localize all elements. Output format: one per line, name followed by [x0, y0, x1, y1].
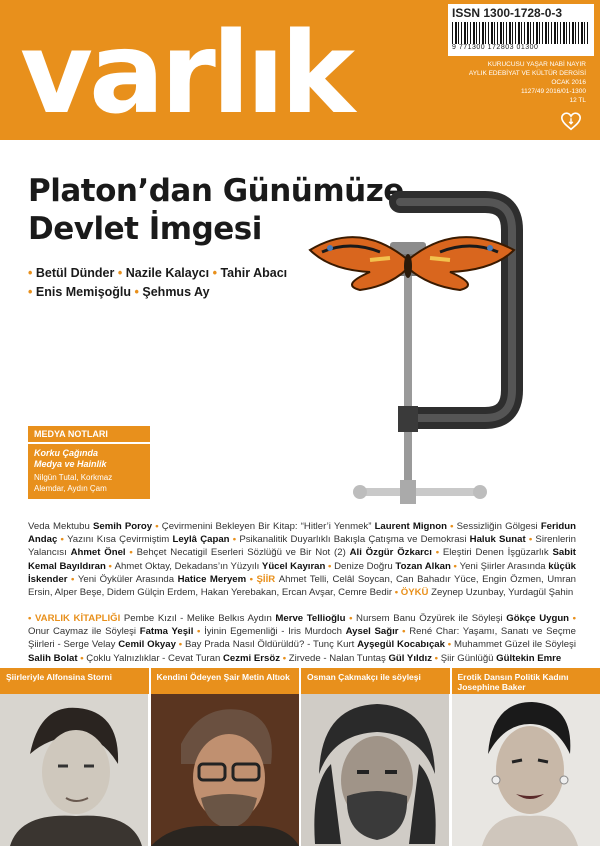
contents-title: Zeynep Uzunbay, Yurdagül Şahin — [431, 587, 574, 599]
portrait-image — [452, 694, 600, 846]
contents-separator: • — [398, 626, 410, 638]
contents-title: Ahmet Telli, Celâl Soycan, Can Bahadır — [278, 573, 455, 585]
masthead-band — [0, 0, 600, 140]
contents-title: İşgüzarlık — [507, 547, 553, 559]
contents-title: Ahmet Oktay, Dekadans’ın Yüzyılı — [114, 560, 262, 572]
heart-logo-icon — [560, 110, 582, 132]
headline-line1: Platon’dan Günümüze — [28, 173, 404, 209]
contents-title: Şiir Günlüğü — [440, 652, 497, 664]
contents-separator: • — [125, 547, 137, 559]
contents-author: Tozan Alkan — [395, 560, 451, 572]
portrait-image — [301, 694, 449, 846]
medya-title-line1: Korku Çağında — [34, 448, 99, 458]
photo-osman-cakmakci — [301, 668, 450, 846]
photo-strip — [0, 668, 600, 846]
issue-date: OCAK 2016 — [551, 79, 586, 86]
contents-author: Semih Poroy — [92, 521, 153, 532]
contents-title: İyinin Egemenliği - Iris Murdoch — [204, 626, 346, 638]
contents-title: Şiirler Arasında — [480, 560, 549, 572]
contents-author: Salih Bolat — [28, 652, 78, 664]
contents-separator: • — [447, 521, 457, 532]
contents-author: Feridun Andaç — [28, 521, 576, 546]
contents-title: Denize Doğru — [334, 560, 396, 572]
contents-author: Gül Yıldız — [388, 652, 432, 664]
author-name: Enis Memişoğlu — [35, 285, 132, 299]
contents-separator: • — [193, 626, 205, 638]
contents-separator: • — [175, 639, 185, 651]
contents-title: René Char: Yaşamı, Sanatı ve Seçme — [409, 626, 576, 638]
contents-author: Merve Tellioğlu — [275, 613, 346, 624]
contents-separator: • VARLIK KİTAPLIĞI — [28, 613, 124, 624]
photo-caption: Şiirleriyle Alfonsina Storni — [0, 668, 149, 694]
photo-metin-altiok — [151, 668, 300, 846]
portrait-image — [0, 694, 148, 846]
contents-title: Çevirmenini Bekleyen Bir Kitap: “Hitler’i Yenmek” — [161, 521, 375, 532]
author-name: Betül Dünder — [35, 266, 115, 280]
contents-separator: • — [280, 652, 289, 664]
contents-title: Psikanalitik Duyarlıklı Bakışla Çatışma ve Demokrasi — [239, 534, 470, 546]
contents-separator: • — [77, 652, 87, 664]
contents-title: Zirvede - Nalan Tuntaş — [288, 652, 389, 664]
issue-number: 1127/49 2016/01-1300 — [521, 88, 586, 95]
contents-separator: • — [432, 652, 441, 664]
contents-author: Fatma Yeşil — [139, 626, 194, 638]
contents-title: Yazını Kısa Çevirmiştim — [67, 534, 173, 546]
contents-author: Laurent Mignon — [374, 521, 447, 532]
photo-caption: Erotik Dansın Politik Kadını Josephine Baker — [452, 668, 600, 694]
contents-title: Veda Mektubu — [28, 521, 93, 532]
contents-author: Hatice Meryem — [177, 573, 247, 585]
contents-author: Yücel Kayıran — [261, 560, 326, 572]
contents-separator: • ÖYKÜ — [394, 587, 432, 599]
issn-number: ISSN 1300-1728-0-3 — [452, 6, 563, 20]
author-name: Tahir Abacı — [220, 266, 288, 280]
contents-separator: • — [525, 534, 536, 546]
founder-line: KURUCUSU YAŞAR NABİ NAYIR — [487, 61, 586, 68]
contents-title: Sessizliğin Gölgesi — [456, 521, 541, 532]
contents-separator: • ŞİİR — [246, 573, 279, 585]
medya-authors-line1: Nilgün Tutal, Korkmaz — [34, 473, 113, 482]
medya-title-line2: Medya ve Hainlik — [34, 459, 107, 469]
contents-author: küçük İskender — [28, 560, 577, 585]
contents-author: Gökçe Uygun — [506, 613, 570, 624]
cover-authors — [28, 264, 287, 302]
barcode-icon — [452, 22, 590, 44]
contents-title: Eleştiri Denen — [442, 547, 508, 559]
contents-separator: • — [450, 560, 460, 572]
photo-caption: Osman Çakmakçı ile söyleşi — [301, 668, 450, 694]
contents-separator: • — [67, 573, 78, 585]
contents-separator: • — [569, 613, 577, 624]
contents-title: Bay Prada Nasıl Öldürüldü? - Tunç Kurt — [184, 639, 358, 651]
authors-row2: • Enis Memişoğlu • Şehmus Ay — [28, 285, 210, 299]
contents-separator: • — [57, 534, 68, 546]
contents-separator: • — [431, 547, 443, 559]
photo-alfonsina-storni — [0, 668, 149, 846]
author-name: Şehmus Ay — [142, 285, 210, 299]
medya-notlari-box — [28, 426, 150, 499]
issn-barcode-box — [448, 4, 594, 56]
contents-separator: • — [345, 613, 357, 624]
photo-josephine-baker — [452, 668, 600, 846]
contents-author: Sabit Kemal Bayıldıran — [28, 547, 576, 572]
contents-title: Muhammet Güzel ile Söyleşi — [453, 639, 576, 651]
contents-title: Pembe Kızıl - Melike Belkıs Aydın — [123, 613, 276, 624]
magazine-subtitle: AYLIK EDEBİYAT VE KÜLTÜR DERGİSİ — [468, 70, 586, 77]
contents-list-main — [28, 520, 576, 599]
contents-title: Yeni Öyküler Arasında — [77, 573, 178, 585]
authors-row1: • Betül Dünder • Nazile Kalaycı • Tahir Abacı — [28, 266, 288, 280]
contents-author: Cemil Okyay — [118, 639, 176, 651]
clamp-butterfly-illustration — [300, 190, 530, 520]
contents-author: Aysel Sağır — [345, 626, 399, 638]
contents-separator: • — [152, 521, 162, 532]
contents-title: Yüce, Engin Özmen, Umran Ersin, Alper Beşe, Didem Gülçin Erdem, Hakan Yerebakan, Ercan Avşar, Cemre Bedir — [28, 573, 576, 599]
contents-author: Cezmi Ersöz — [222, 652, 281, 664]
contents-title: Behçet Necatigil Eserleri Sözlüğü ve Bir Not (2) — [136, 547, 350, 559]
medya-notlari-heading: MEDYA NOTLARI — [28, 426, 150, 442]
contents-author: Gültekin Emre — [496, 652, 562, 664]
author-name: Nazile Kalaycı — [125, 266, 210, 280]
barcode-number: 9 771300 172803 01300 — [452, 44, 539, 51]
contents-separator: • — [325, 560, 335, 572]
contents-author: Ali Özgür Özkarcı — [349, 547, 432, 559]
medya-authors-line2: Alemdar, Aydın Çam — [34, 484, 107, 493]
contents-author: Leylâ Çapan — [172, 534, 230, 546]
contents-title: Çoklu Yalnızlıklar - Cevat Turan — [86, 652, 223, 664]
contents-title: Yeni — [459, 560, 481, 572]
price: 12 TL — [569, 97, 586, 104]
contents-separator: • — [229, 534, 240, 546]
contents-author: Ayşegül Kocabıçak — [357, 639, 445, 651]
medya-notlari-body — [28, 444, 150, 499]
contents-title: Onur Caymaz ile Söyleşi — [28, 626, 140, 638]
contents-author: Ahmet Önel — [70, 547, 126, 559]
portrait-image — [151, 694, 299, 846]
photo-caption: Kendini Ödeyen Şair Metin Altıok — [151, 668, 300, 694]
contents-separator: • — [444, 639, 454, 651]
contents-separator: • — [105, 560, 115, 572]
contents-title: Nursem Banu Özyürek ile Söyleşi — [356, 613, 507, 624]
contents-list-varlik-kitapligi — [28, 612, 576, 665]
headline-line2: Devlet İmgesi — [28, 211, 262, 247]
contents-title: Şiirleri - Serge Velay — [28, 639, 119, 651]
contents-author: Haluk Sunat — [469, 534, 526, 546]
contents-title: Sirenlerin Yalancısı — [28, 534, 576, 559]
masthead-meta — [469, 60, 586, 105]
magazine-logo: varlık — [20, 9, 352, 139]
